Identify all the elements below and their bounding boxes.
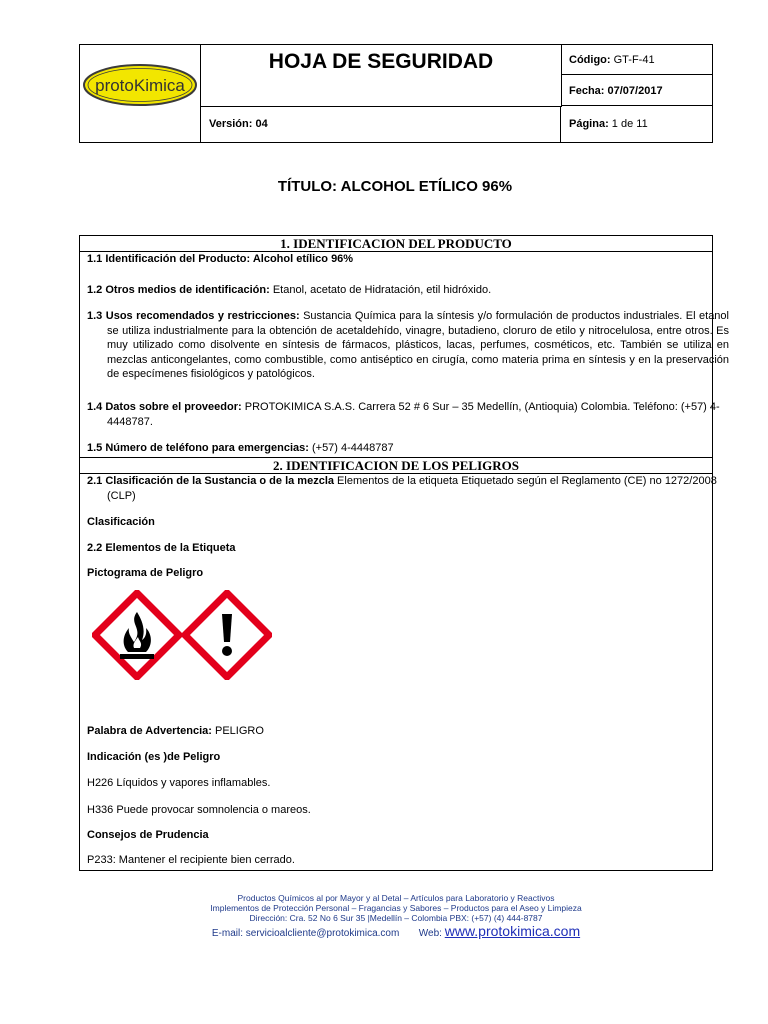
section-1-heading: 1. IDENTIFICACION DEL PRODUCTO	[80, 236, 712, 252]
s14-text: PROTOKIMICA S.A.S. Carrera 52 # 6 Sur – 35 Medellín, (Antioquia) Colombia. Teléfono: (+57) 4-4448787.	[107, 401, 720, 428]
palabra-advertencia	[87, 724, 709, 739]
company-logo	[80, 45, 201, 142]
consejos-heading	[87, 828, 709, 843]
content-box	[79, 235, 729, 871]
logo-text: protoKimica	[95, 76, 185, 95]
section-1-2	[87, 283, 709, 298]
pictograma-text: Pictograma de Peligro	[87, 567, 204, 579]
s13-label: 1.3 Usos recomendados y restricciones:	[87, 310, 300, 322]
date-cell	[562, 76, 712, 106]
indicacion-heading	[87, 750, 709, 765]
s11-text: 1.1 Identificación del Producto: Alcohol etílico 96%	[87, 253, 354, 265]
footer-email[interactable]: E-mail: servicioalcliente@protokimica.com	[211, 928, 400, 939]
section-1-3	[87, 309, 729, 382]
s15-text: (+57) 4-4448787	[308, 442, 394, 454]
code-cell	[562, 45, 712, 75]
palabra-value: PELIGRO	[211, 725, 264, 737]
s22-text: 2.2 Elementos de la Etiqueta	[87, 542, 236, 554]
s13-text: Sustancia Química para la síntesis y/o formulación de productos industriales. El etanol se utiliza industrialmente para la obtención de acetaldehído, vinagre, butadieno, cloruro de etilo y nitrocelulosa, entre otros. Es muy utilizado como disolvente en síntesis de fármacos, plásticos, lacas, perfumes, cosméticos, etc. También se utiliza en mezclas anticongelantes, como combustible, como antiséptico en cirugía, como materia prima en síntesis y en la preservación de especímenes fisiológicos y patológicos.	[107, 310, 729, 380]
code-label: Código:	[569, 54, 611, 66]
footer-web-link[interactable]: www.protokimica.com	[444, 923, 581, 939]
document-title: TÍTULO: ALCOHOL ETÍLICO 96%	[277, 178, 513, 195]
footer-line-3: Dirección: Cra. 52 No 6 Sur 35 |Medellín – Colombia PBX: (+57) (4) 444-8787	[249, 913, 543, 923]
footer-line-1: Productos Químicos al por Mayor y al Detal – Artículos para Laboratorio y Reactivos	[237, 893, 555, 903]
page-title: HOJA DE SEGURIDAD	[201, 45, 562, 107]
hazard-h226: H226 Líquidos y vapores inflamables.	[87, 777, 271, 789]
clasificacion-text: Clasificación	[87, 516, 155, 528]
s14-label: 1.4 Datos sobre el proveedor:	[87, 401, 242, 413]
s21-text: Elementos de la etiqueta Etiquetado según el Reglamento (CE) no 1272/2008 (CLP)	[107, 475, 717, 502]
s15-label: 1.5 Número de teléfono para emergencias:	[87, 442, 309, 454]
pictograma-heading	[87, 566, 709, 581]
s12-text: Etanol, acetato de Hidratación, etil hidróxido.	[269, 284, 492, 296]
version-label: Versión: 04	[201, 107, 561, 142]
code-value: GT-F-41	[613, 54, 655, 66]
hazard-h336: H336 Puede provocar somnolencia o mareos.	[87, 804, 311, 816]
s12-label: 1.2 Otros medios de identificación:	[87, 284, 270, 296]
date-label: Fecha: 07/07/2017	[569, 85, 663, 97]
section-1-5	[87, 441, 709, 456]
footer-line-2: Implementos de Protección Personal – Fragancias y Sabores – Productos para el Aseo y Limpieza	[210, 903, 582, 913]
page-label: Página:	[569, 118, 609, 130]
section-2-2	[87, 541, 709, 556]
flame-pictogram-icon	[92, 590, 182, 680]
document-header	[79, 44, 713, 143]
section-1-1	[87, 252, 709, 267]
page-value: 1 de 11	[611, 118, 648, 130]
section-2-heading: 2. IDENTIFICACION DE LOS PELIGROS	[80, 457, 712, 474]
section-2-1	[87, 474, 729, 503]
section-1-4	[87, 400, 729, 429]
consejos-text: Consejos de Prudencia	[87, 829, 209, 841]
clasificacion-heading	[87, 515, 709, 530]
footer-contact	[0, 923, 768, 939]
exclamation-pictogram-icon	[182, 590, 272, 680]
s21-label: 2.1 Clasificación de la Sustancia o de la mezcla	[87, 475, 334, 487]
page-cell	[562, 107, 712, 142]
palabra-label: Palabra de Advertencia:	[87, 725, 212, 737]
indicacion-text: Indicación (es )de Peligro	[87, 751, 221, 763]
precaution-p233: P233: Mantener el recipiente bien cerrado.	[87, 854, 295, 866]
footer-web-label: Web:	[418, 928, 442, 939]
